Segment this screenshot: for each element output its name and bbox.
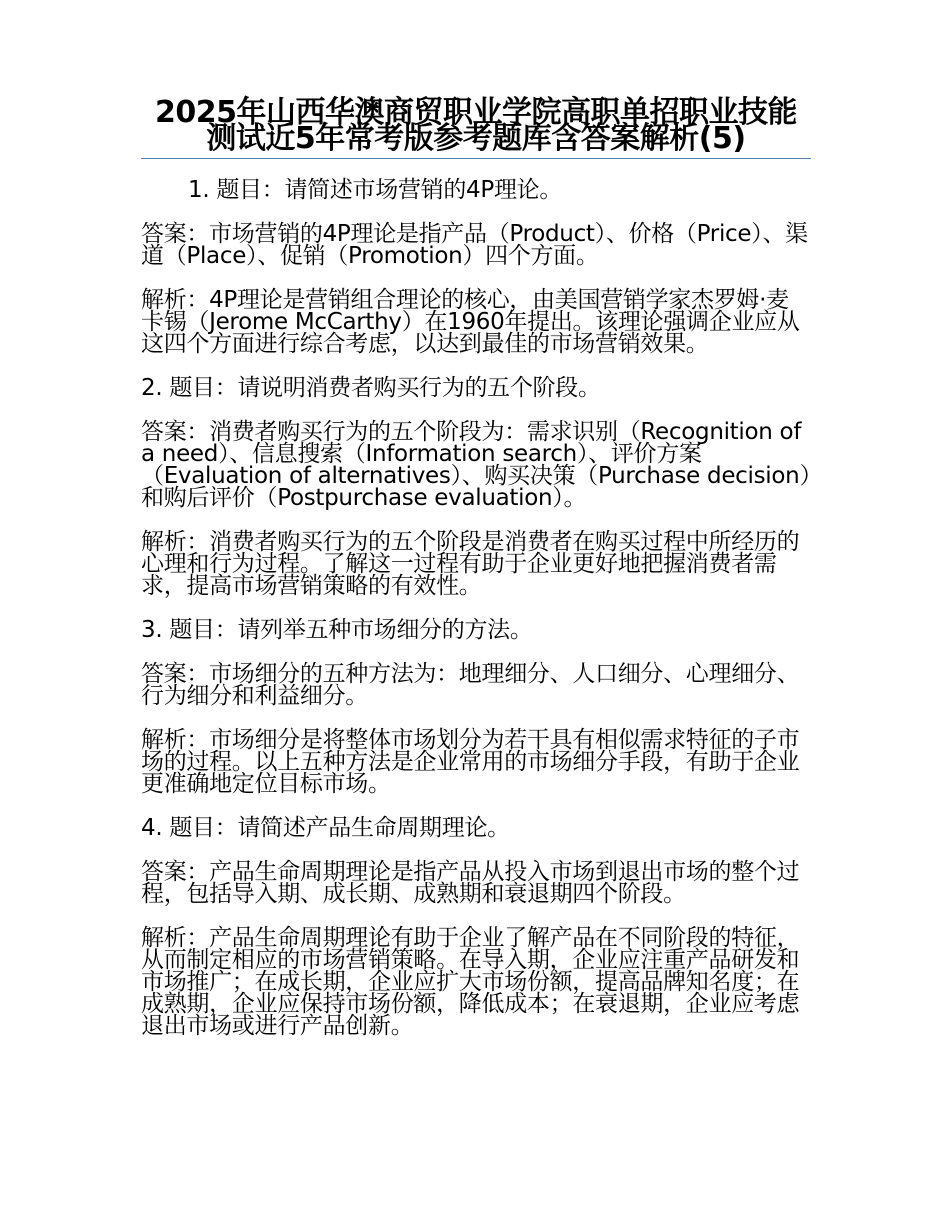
analysis-4: 解析：产品生命周期理论有助于企业了解产品在不同阶段的特征，从而制定相应的市场营销策略。在导入期，企业应注重产品研发和市场推广；在成长期，企业应扩大市场份额，提高品牌知名度；在成熟期，企业应保持市场份额，降低成本；在衰退期，企业应考虑退出市场或进行产品创新。 (141, 925, 800, 1039)
page-title: 2025年山西华澳商贸职业学院高职单招职业技能测试近5年常考版参考题库含答案解析(5) (155, 95, 797, 156)
analysis-1: 解析：4P理论是营销组合理论的核心，由美国营销学家杰罗姆·麦卡锡（Jerome McCarthy）在1960年提出。该理论强调企业应从这四个方面进行综合考虑，以达到最佳的市场营销效果。 (141, 287, 800, 357)
question-2: 2. 题目：请说明消费者购买行为的五个阶段。 (141, 375, 601, 401)
question-4: 4. 题目：请简述产品生命周期理论。 (141, 815, 510, 841)
analysis-3: 解析：市场细分是将整体市场划分为若干具有相似需求特征的子市场的过程。以上五种方法是企业常用的市场细分手段，有助于企业更准确地定位目标市场。 (141, 727, 800, 797)
answer-2: 答案：消费者购买行为的五个阶段为：需求识别（Recognition of a need）、信息搜索（Information search）、评价方案（Evaluation of alternatives）、购买决策（Purchase decision）和购后评价（Postpurchase evaluation）。 (141, 419, 811, 511)
analysis-2: 解析：消费者购买行为的五个阶段是消费者在购买过程中所经历的心理和行为过程。了解这一过程有助于企业更好地把握消费者需求，提高市场营销策略的有效性。 (141, 529, 800, 599)
answer-4: 答案：产品生命周期理论是指产品从投入市场到退出市场的整个过程，包括导入期、成长期、成熟期和衰退期四个阶段。 (141, 859, 800, 907)
answer-3: 答案：市场细分的五种方法为：地理细分、人口细分、心理细分、行为细分和利益细分。 (141, 661, 800, 709)
document-page (141, 95, 811, 1059)
question-3: 3. 题目：请列举五种市场细分的方法。 (141, 617, 533, 643)
question-1: 1. 题目：请简述市场营销的4P理论。 (188, 177, 563, 203)
answer-1: 答案：市场营销的4P理论是指产品（Product）、价格（Price）、渠道（Place）、促销（Promotion）四个方面。 (141, 221, 808, 269)
title-underline (141, 158, 811, 159)
